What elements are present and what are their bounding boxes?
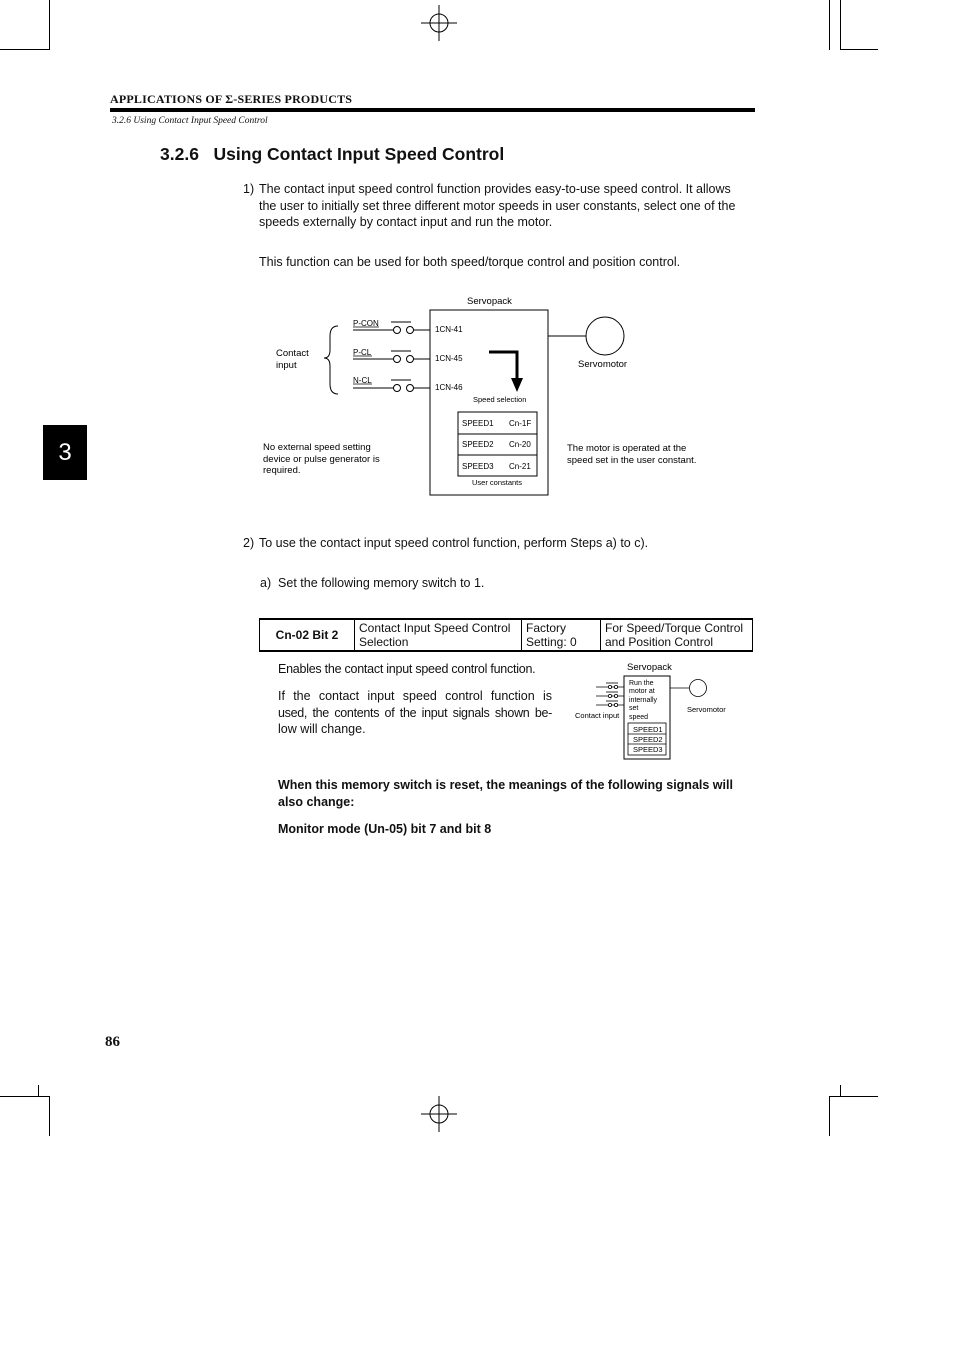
item1-paragraph [259,181,759,231]
description-paragraph [278,688,552,738]
param-cell: Cn-02 Bit 2 [260,619,355,651]
item1-marker: 1) [243,182,255,196]
usage-line: For Speed/Torque Control [605,621,744,635]
servomotor-label: Servomotor [578,359,628,370]
section-title [160,144,504,165]
speed-selection-label: Speed selection [473,395,527,404]
left-note: device or pulse generator is [263,454,380,465]
crop-mark-br-v [829,1096,830,1136]
contact-rows [596,683,624,707]
memory-switch-table [259,618,753,652]
usage-line: and Position Control [605,635,714,649]
name-cell [355,619,522,651]
user-constants-label: User constants [472,478,523,487]
crop-mark-bl-v [49,1096,50,1136]
connector-label: 1CN-41 [435,325,463,334]
left-note: No external speed setting [263,442,371,453]
contact-input-small: Contact input [575,711,620,720]
speed-control-diagram [255,288,725,498]
signal-row [353,376,463,392]
registration-mark-top [421,5,457,41]
servopack-label: Servopack [467,296,512,307]
speed-constant: Cn-1F [509,419,532,428]
run-text: internally [629,697,658,704]
section-title-text: Using Contact Input Speed Control [213,144,505,164]
signal-label: P-CON [353,319,379,328]
signal-row [353,348,463,363]
table-row [260,619,753,651]
crop-mark-tr-v [829,0,830,50]
factory-cell [522,619,601,651]
chapter-tab: 3 [43,425,87,480]
contact-input-label: Contact [276,348,309,359]
right-note: The motor is operated at the [567,443,687,454]
step-a: a) Set the following memory switch to 1. [260,576,485,590]
description-line: low will change. [278,722,366,736]
connector-label: 1CN-46 [435,383,463,392]
servopack-label-small: Servopack [627,662,672,673]
speed-constant: Cn-20 [509,440,531,449]
description-line: used, the contents of the input signals shown be- [278,705,552,720]
run-text: speed [629,714,649,721]
running-head-title: APPLICATIONS OF Σ-SERIES PRODUCTS [110,92,353,106]
run-text: Run the [629,680,654,687]
running-head-subsection: 3.2.6 Using Contact Input Speed Control [112,116,268,126]
name-line: Selection [359,635,409,649]
crop-mark-br-v2 [840,1085,841,1096]
page-number: 86 [105,1034,120,1050]
item1-line: speeds externally by contact input and run the motor. [259,215,553,229]
speed-selection-arrow [489,352,517,380]
signal-label: N-CL [353,376,372,385]
factory-line: Factory [526,621,567,635]
small-servopack-diagram [572,659,742,763]
speed-constant: Cn-21 [509,462,531,471]
warning-line: When this memory switch is reset, the meanings of the following signals will [278,778,733,792]
crop-mark-br-h [829,1096,878,1097]
servomotor-small: Servomotor [687,705,726,714]
run-text: set [629,705,639,712]
speed-name: SPEED3 [462,462,494,471]
description-line1: Enables the contact input speed control function. [278,662,536,676]
servomotor-symbol-small [690,680,707,697]
signal-label: P-CL [353,348,372,357]
crop-mark-tr-v2 [840,0,841,50]
registration-mark-bottom [421,1096,457,1132]
speed-name: SPEED2 [462,440,494,449]
warning-line: also change: [278,794,355,809]
speed-small: SPEED2 [633,735,663,744]
left-note: required. [263,465,301,476]
right-note: speed set in the user constant. [567,455,697,466]
name-line: Contact Input Speed Control [359,621,511,635]
section-number: 3.2.6 [160,144,199,164]
item1-line: The contact input speed control function provides easy-to-use speed control. It allows [259,182,731,196]
item2-marker: 2) [243,536,255,550]
monitor-mode-line: Monitor mode (Un-05) bit 7 and bit 8 [278,822,492,836]
item1-line: the user to initially set three different motor speeds in user constants, select one of the [259,198,736,213]
arrow-head [511,378,523,392]
crop-mark-tl-h [0,49,50,50]
servomotor-symbol [586,317,624,355]
signal-row [353,319,463,334]
item2-text: To use the contact input speed control function, perform Steps a) to c). [259,536,649,550]
warning-paragraph [278,777,758,810]
connector-label: 1CN-45 [435,354,463,363]
factory-line: Setting: 0 [526,635,577,649]
contact-input-label: input [276,360,297,371]
description-line: If the contact input speed control function is [278,689,552,703]
speed-name: SPEED1 [462,419,494,428]
usage-cell [601,619,753,651]
crop-mark-tl-v [49,0,50,50]
run-text: motor at [629,688,655,695]
item1-note: This function can be used for both speed/torque control and position control. [259,255,681,269]
speed-small: SPEED3 [633,745,663,754]
crop-mark-tr-h [840,49,878,50]
header-rule [110,108,755,112]
crop-mark-bl-v2 [38,1085,39,1096]
speed-small: SPEED1 [633,725,663,734]
crop-mark-bl-h [0,1096,50,1097]
contact-input-brace [324,326,338,394]
